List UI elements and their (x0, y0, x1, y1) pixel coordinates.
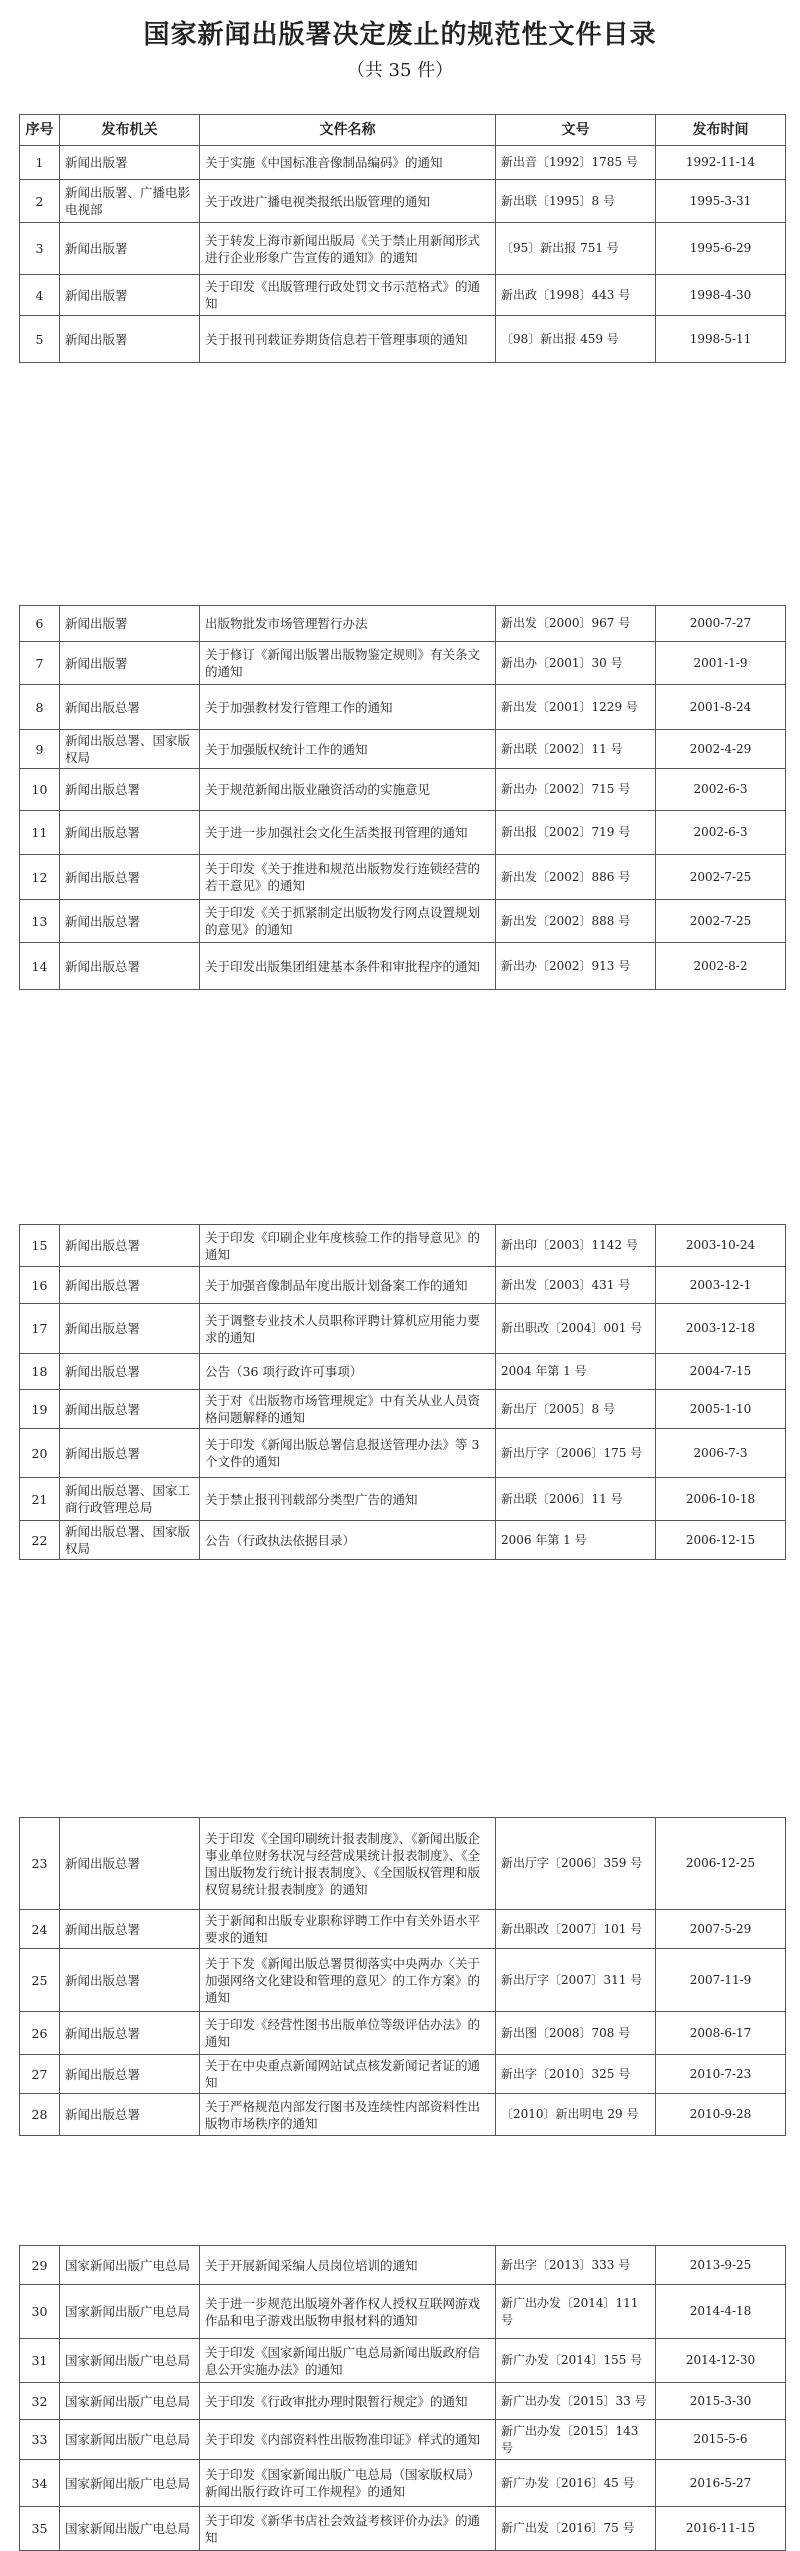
document-number: 新出发〔2001〕1229 号 (496, 685, 656, 730)
document-title: 关于开展新闻采编人员岗位培训的通知 (200, 2246, 496, 2285)
document-title: 关于加强版权统计工作的通知 (200, 730, 496, 769)
table-row (20, 642, 786, 685)
issuing-authority: 新闻出版总署 (60, 2012, 200, 2055)
document-number: 新出职改〔2004〕001 号 (496, 1304, 656, 1354)
row-number: 9 (20, 730, 60, 769)
row-number: 26 (20, 2012, 60, 2055)
table-row (20, 223, 786, 275)
table-row (20, 1478, 786, 1521)
issuing-authority: 新闻出版署 (60, 275, 200, 316)
document-number: 新出政〔1998〕443 号 (496, 275, 656, 316)
document-number: 新出厅〔2005〕8 号 (496, 1390, 656, 1429)
document-number: 新出发〔2000〕967 号 (496, 606, 656, 642)
issuing-authority: 国家新闻出版广电总局 (60, 2383, 200, 2420)
issue-date: 2013-9-25 (656, 2246, 786, 2285)
document-number: 新出发〔2003〕431 号 (496, 1267, 656, 1304)
table-row (20, 943, 786, 990)
issuing-authority: 国家新闻出版广电总局 (60, 2507, 200, 2551)
document-number: 新出办〔2002〕715 号 (496, 769, 656, 811)
page-title: 国家新闻出版署决定废止的规范性文件目录 (143, 20, 657, 50)
issuing-authority: 国家新闻出版广电总局 (60, 2460, 200, 2507)
document-title: 关于印发《国家新闻出版广电总局新闻出版政府信息公开实施办法》的通知 (200, 2339, 496, 2383)
issuing-authority: 新闻出版署 (60, 146, 200, 180)
document-number: 新出发〔2002〕888 号 (496, 900, 656, 943)
row-number: 31 (20, 2339, 60, 2383)
table-row (20, 2246, 786, 2285)
issue-date: 2005-1-10 (656, 1390, 786, 1429)
issue-date: 1995-3-31 (656, 180, 786, 223)
document-number: 新广出发〔2016〕75 号 (496, 2507, 656, 2551)
issuing-authority: 国家新闻出版广电总局 (60, 2285, 200, 2339)
issuing-authority: 新闻出版总署、国家版权局 (60, 1521, 200, 1560)
row-number: 11 (20, 811, 60, 855)
document-title: 关于加强音像制品年度出版计划备案工作的通知 (200, 1267, 496, 1304)
document-count: （共 35 件） (346, 60, 454, 81)
row-number: 32 (20, 2383, 60, 2420)
document-number: 新广出办发〔2015〕143 号 (496, 2420, 656, 2460)
document-title: 关于印发《全国印刷统计报表制度》、《新闻出版企事业单位财务状况与经营成果统计报表制度》、《全国出版物发行统计报表制度》、《全国版权管理和版权贸易统计报表制度》的通知 (200, 1818, 496, 1910)
table-row (20, 1267, 786, 1304)
table-row (20, 1818, 786, 1910)
document-number: 新出报〔2002〕719 号 (496, 811, 656, 855)
table-row (20, 2507, 786, 2551)
document-number: 新出职改〔2007〕101 号 (496, 1910, 656, 1949)
table-row (20, 900, 786, 943)
row-number: 19 (20, 1390, 60, 1429)
issuing-authority: 新闻出版总署 (60, 900, 200, 943)
table-row (20, 146, 786, 180)
issue-date: 2002-7-25 (656, 900, 786, 943)
row-number: 2 (20, 180, 60, 223)
document-number: 〔98〕新出报 459 号 (496, 316, 656, 363)
document-title: 公告（行政执法依据目录） (200, 1521, 496, 1560)
document-title: 公告（36 项行政许可事项） (200, 1354, 496, 1390)
issuing-authority: 新闻出版总署 (60, 769, 200, 811)
table-row (20, 275, 786, 316)
issuing-authority: 新闻出版总署 (60, 1429, 200, 1478)
table-row (20, 855, 786, 900)
table-row (20, 1390, 786, 1429)
document-title: 关于报刊刊载证券期货信息若干管理事项的通知 (200, 316, 496, 363)
document-number: 新广办发〔2014〕155 号 (496, 2339, 656, 2383)
document-number: 2006 年第 1 号 (496, 1521, 656, 1560)
table-row (20, 2055, 786, 2094)
issuing-authority: 新闻出版总署 (60, 1910, 200, 1949)
row-number: 28 (20, 2094, 60, 2136)
issue-date: 2006-12-15 (656, 1521, 786, 1560)
table-row (20, 2094, 786, 2136)
document-table (19, 1817, 786, 2136)
row-number: 16 (20, 1267, 60, 1304)
issue-date: 2003-12-18 (656, 1304, 786, 1354)
issue-date: 2006-7-3 (656, 1429, 786, 1478)
document-number: 新出联〔2002〕11 号 (496, 730, 656, 769)
document-number: 新出图〔2008〕708 号 (496, 2012, 656, 2055)
table-row (20, 1429, 786, 1478)
issuing-authority: 新闻出版总署、国家工商行政管理总局 (60, 1478, 200, 1521)
document-number: 新出厅字〔2007〕311 号 (496, 1949, 656, 2012)
document-number: 新出字〔2010〕325 号 (496, 2055, 656, 2094)
document-title: 关于对《出版物市场管理规定》中有关从业人员资格问题解释的通知 (200, 1390, 496, 1429)
issue-date: 2015-5-6 (656, 2420, 786, 2460)
issue-date: 1998-5-11 (656, 316, 786, 363)
issuing-authority: 新闻出版署 (60, 642, 200, 685)
issuing-authority: 新闻出版总署 (60, 943, 200, 990)
issue-date: 2008-6-17 (656, 2012, 786, 2055)
document-title: 关于印发《印刷企业年度核验工作的指导意见》的通知 (200, 1225, 496, 1267)
table-row (20, 1225, 786, 1267)
table-row (20, 1304, 786, 1354)
row-number: 18 (20, 1354, 60, 1390)
document-number: 新出办〔2001〕30 号 (496, 642, 656, 685)
document-title: 关于禁止报刊刊载部分类型广告的通知 (200, 1478, 496, 1521)
issuing-authority: 新闻出版总署 (60, 855, 200, 900)
document-title: 关于印发《关于抓紧制定出版物发行网点设置规划的意见》的通知 (200, 900, 496, 943)
issue-date: 2004-7-15 (656, 1354, 786, 1390)
document-number: 新出联〔2006〕11 号 (496, 1478, 656, 1521)
document-number: 新出发〔2002〕886 号 (496, 855, 656, 900)
column-header: 文号 (496, 115, 656, 146)
document-number: 新广出办发〔2015〕33 号 (496, 2383, 656, 2420)
table-row (20, 1521, 786, 1560)
issue-date: 2016-11-15 (656, 2507, 786, 2551)
row-number: 8 (20, 685, 60, 730)
document-title: 关于实施《中国标准音像制品编码》的通知 (200, 146, 496, 180)
document-title: 出版物批发市场管理暂行办法 (200, 606, 496, 642)
table-row (20, 730, 786, 769)
document-title: 关于印发《出版管理行政处罚文书示范格式》的通知 (200, 275, 496, 316)
issue-date: 2001-8-24 (656, 685, 786, 730)
issuing-authority: 国家新闻出版广电总局 (60, 2246, 200, 2285)
row-number: 6 (20, 606, 60, 642)
issuing-authority: 新闻出版总署 (60, 1354, 200, 1390)
row-number: 13 (20, 900, 60, 943)
row-number: 4 (20, 275, 60, 316)
table-row (20, 606, 786, 642)
document-number: 新出厅字〔2006〕359 号 (496, 1818, 656, 1910)
document-title: 关于印发出版集团组建基本条件和审批程序的通知 (200, 943, 496, 990)
issue-date: 1998-4-30 (656, 275, 786, 316)
row-number: 7 (20, 642, 60, 685)
table-row (20, 1910, 786, 1949)
document-title: 关于印发《行政审批办理时限暂行规定》的通知 (200, 2383, 496, 2420)
issue-date: 2010-9-28 (656, 2094, 786, 2136)
issue-date: 1992-11-14 (656, 146, 786, 180)
issuing-authority: 新闻出版总署 (60, 1949, 200, 2012)
document-title: 关于印发《国家新闻出版广电总局（国家版权局）新闻出版行政许可工作规程》的通知 (200, 2460, 496, 2507)
row-number: 27 (20, 2055, 60, 2094)
issue-date: 2007-11-9 (656, 1949, 786, 2012)
issue-date: 2010-7-23 (656, 2055, 786, 2094)
issuing-authority: 新闻出版总署 (60, 1267, 200, 1304)
document-title: 关于新闻和出版专业职称评聘工作中有关外语水平要求的通知 (200, 1910, 496, 1949)
table-row (20, 180, 786, 223)
row-number: 15 (20, 1225, 60, 1267)
document-number: 新出音〔1992〕1785 号 (496, 146, 656, 180)
issuing-authority: 新闻出版总署 (60, 2055, 200, 2094)
row-number: 14 (20, 943, 60, 990)
row-number: 17 (20, 1304, 60, 1354)
row-number: 33 (20, 2420, 60, 2460)
issue-date: 1995-6-29 (656, 223, 786, 275)
issuing-authority: 新闻出版总署 (60, 2094, 200, 2136)
issuing-authority: 新闻出版署 (60, 223, 200, 275)
document-title: 关于印发《关于推进和规范出版物发行连锁经营的若干意见》的通知 (200, 855, 496, 900)
issuing-authority: 国家新闻出版广电总局 (60, 2420, 200, 2460)
table-row (20, 2285, 786, 2339)
document-title: 关于进一步加强社会文化生活类报刊管理的通知 (200, 811, 496, 855)
issuing-authority: 新闻出版总署 (60, 1225, 200, 1267)
issue-date: 2002-6-3 (656, 769, 786, 811)
row-number: 30 (20, 2285, 60, 2339)
document-title: 关于印发《内部资料性出版物准印证》样式的通知 (200, 2420, 496, 2460)
issue-date: 2003-10-24 (656, 1225, 786, 1267)
issuing-authority: 新闻出版总署 (60, 1390, 200, 1429)
table-row (20, 811, 786, 855)
row-number: 23 (20, 1818, 60, 1910)
table-row (20, 1949, 786, 2012)
document-number: 新出厅字〔2006〕175 号 (496, 1429, 656, 1478)
document-title: 关于修订《新闻出版署出版物鉴定规则》有关条文的通知 (200, 642, 496, 685)
row-number: 29 (20, 2246, 60, 2285)
document-title: 关于严格规范内部发行图书及连续性内部资料性出版物市场秩序的通知 (200, 2094, 496, 2136)
document-table (19, 1224, 786, 1560)
row-number: 12 (20, 855, 60, 900)
document-title: 关于加强教材发行管理工作的通知 (200, 685, 496, 730)
issuing-authority: 新闻出版署 (60, 606, 200, 642)
issuing-authority: 新闻出版总署 (60, 685, 200, 730)
document-number: 〔95〕新出报 751 号 (496, 223, 656, 275)
document-number: 2004 年第 1 号 (496, 1354, 656, 1390)
table-row (20, 1354, 786, 1390)
document-number: 新出办〔2002〕913 号 (496, 943, 656, 990)
issue-date: 2014-4-18 (656, 2285, 786, 2339)
row-number: 3 (20, 223, 60, 275)
issue-date: 2000-7-27 (656, 606, 786, 642)
row-number: 1 (20, 146, 60, 180)
issue-date: 2016-5-27 (656, 2460, 786, 2507)
row-number: 35 (20, 2507, 60, 2551)
issue-date: 2015-3-30 (656, 2383, 786, 2420)
table-row (20, 769, 786, 811)
document-title: 关于印发《经营性图书出版单位等级评估办法》的通知 (200, 2012, 496, 2055)
issuing-authority: 新闻出版总署 (60, 1304, 200, 1354)
table-row (20, 685, 786, 730)
row-number: 21 (20, 1478, 60, 1521)
document-table (19, 605, 786, 990)
issue-date: 2003-12-1 (656, 1267, 786, 1304)
row-number: 24 (20, 1910, 60, 1949)
table-row (20, 2012, 786, 2055)
issue-date: 2006-12-25 (656, 1818, 786, 1910)
document-number: 新出印〔2003〕1142 号 (496, 1225, 656, 1267)
column-header: 序号 (20, 115, 60, 146)
issue-date: 2007-5-29 (656, 1910, 786, 1949)
issue-date: 2002-6-3 (656, 811, 786, 855)
row-number: 10 (20, 769, 60, 811)
table-row (20, 2460, 786, 2507)
document-number: 新广出办发〔2014〕111 号 (496, 2285, 656, 2339)
row-number: 5 (20, 316, 60, 363)
column-header: 文件名称 (200, 115, 496, 146)
document-number: 〔2010〕新出明电 29 号 (496, 2094, 656, 2136)
issuing-authority: 国家新闻出版广电总局 (60, 2339, 200, 2383)
issuing-authority: 新闻出版总署 (60, 1818, 200, 1910)
document-table (19, 2245, 786, 2551)
document-title: 关于进一步规范出版境外著作权人授权互联网游戏作品和电子游戏出版物申报材料的通知 (200, 2285, 496, 2339)
document-title: 关于规范新闻出版业融资活动的实施意见 (200, 769, 496, 811)
issue-date: 2002-8-2 (656, 943, 786, 990)
issuing-authority: 新闻出版署 (60, 316, 200, 363)
table-row (20, 316, 786, 363)
document-table (19, 114, 786, 363)
issue-date: 2002-7-25 (656, 855, 786, 900)
document-title: 关于印发《新华书店社会效益考核评价办法》的通知 (200, 2507, 496, 2551)
row-number: 25 (20, 1949, 60, 2012)
issue-date: 2002-4-29 (656, 730, 786, 769)
issuing-authority: 新闻出版总署、国家版权局 (60, 730, 200, 769)
row-number: 34 (20, 2460, 60, 2507)
table-row (20, 2339, 786, 2383)
document-title: 关于调整专业技术人员职称评聘计算机应用能力要求的通知 (200, 1304, 496, 1354)
issuing-authority: 新闻出版署、广播电影电视部 (60, 180, 200, 223)
issue-date: 2006-10-18 (656, 1478, 786, 1521)
table-row (20, 2383, 786, 2420)
document-title: 关于在中央重点新闻网站试点核发新闻记者证的通知 (200, 2055, 496, 2094)
issuing-authority: 新闻出版总署 (60, 811, 200, 855)
column-header: 发布机关 (60, 115, 200, 146)
document-number: 新出联〔1995〕8 号 (496, 180, 656, 223)
document-number: 新出字〔2013〕333 号 (496, 2246, 656, 2285)
row-number: 22 (20, 1521, 60, 1560)
column-header: 发布时间 (656, 115, 786, 146)
issue-date: 2014-12-30 (656, 2339, 786, 2383)
row-number: 20 (20, 1429, 60, 1478)
table-header-row (20, 115, 786, 146)
issue-date: 2001-1-9 (656, 642, 786, 685)
document-title: 关于下发《新闻出版总署贯彻落实中央两办〈关于加强网络文化建设和管理的意见〉的工作方案》的通知 (200, 1949, 496, 2012)
document-title: 关于转发上海市新闻出版局《关于禁止用新闻形式进行企业形象广告宣传的通知》的通知 (200, 223, 496, 275)
table-row (20, 2420, 786, 2460)
document-title: 关于印发《新闻出版总署信息报送管理办法》等 3 个文件的通知 (200, 1429, 496, 1478)
document-title: 关于改进广播电视类报纸出版管理的通知 (200, 180, 496, 223)
document-number: 新广办发〔2016〕45 号 (496, 2460, 656, 2507)
